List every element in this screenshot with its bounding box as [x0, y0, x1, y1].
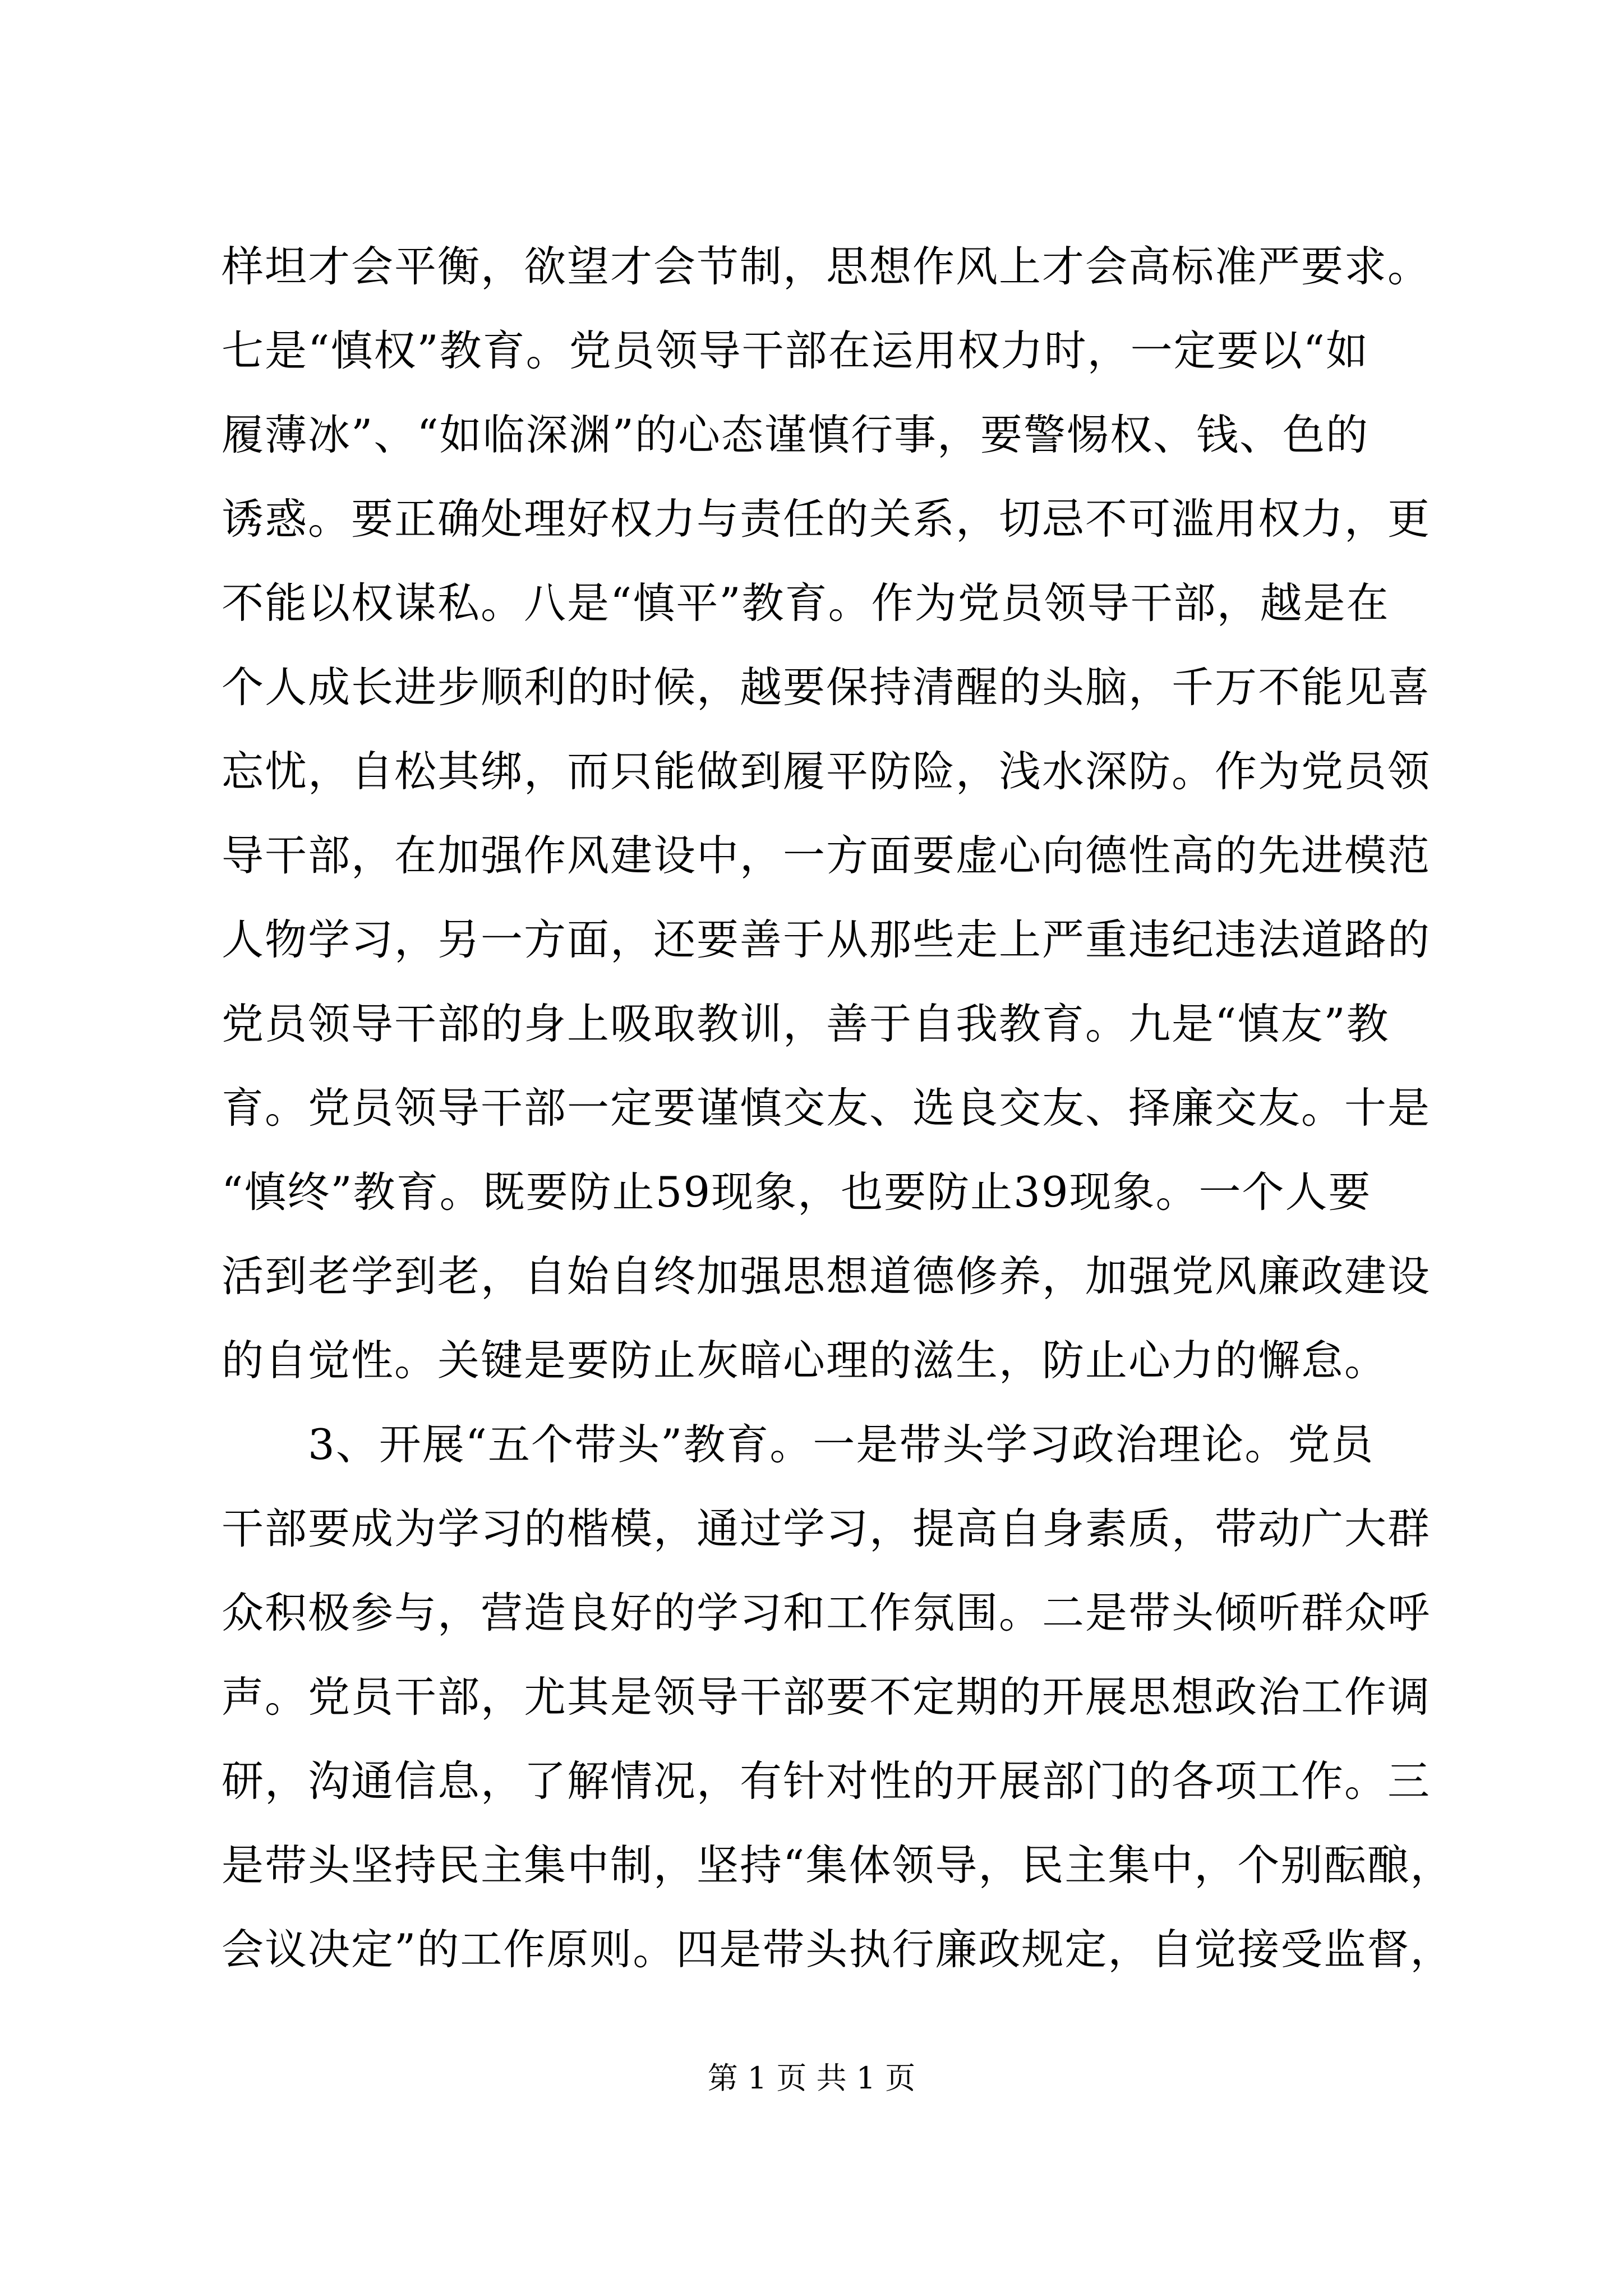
text-line: 声。党员干部，尤其是领导干部要不定期的开展思想政治工作调: [222, 1672, 1431, 1722]
text-line: 众积极参与，营造良好的学习和工作氛围。二是带头倾听群众呼: [222, 1588, 1431, 1637]
text-line: 育。党员领导干部一定要谨慎交友、选良交友、择廉交友。十是: [222, 1083, 1431, 1133]
text-line: 党员领导干部的身上吸取教训，善于自我教育。九是“慎友”教: [222, 999, 1390, 1048]
text-line: 干部要成为学习的楷模，通过学习，提高自身素质，带动广大群: [222, 1504, 1431, 1553]
text-line: 七是“慎权”教育。党员领导干部在运用权力时，一定要以“如: [222, 326, 1370, 375]
text-line: 样坦才会平衡，欲望才会节制，思想作风上才会高标准严要求。: [222, 242, 1431, 291]
text-line: 活到老学到老，自始自终加强思想道德修养，加强党风廉政建设: [222, 1251, 1431, 1301]
text-line: 人物学习，另一方面，还要善于从那些走上严重违纪违法道路的: [222, 915, 1431, 964]
text-line: 诱惑。要正确处理好权力与责任的关系，切忌不可滥用权力，更: [222, 494, 1431, 544]
text-line: 导干部，在加强作风建设中，一方面要虚心向德性高的先进模范: [222, 831, 1431, 880]
page-footer: [0, 2056, 1623, 2101]
text-line: 研，沟通信息，了解情况，有针对性的开展部门的各项工作。三: [222, 1756, 1431, 1806]
text-line: 会议决定”的工作原则。四是带头执行廉政规定，自觉接受监督，: [222, 1925, 1454, 1974]
text-line: 不能以权谋私。八是“慎平”教育。作为党员领导干部，越是在: [222, 578, 1390, 628]
text-line: 履薄冰”、“如临深渊”的心态谨慎行事，要警惕权、钱、色的: [222, 410, 1370, 459]
text-line: 个人成长进步顺利的时候，越要保持清醒的头脑，千万不能见喜: [222, 662, 1431, 712]
text-line: 是带头坚持民主集中制，坚持“集体领导，民主集中，个别酝酿，: [222, 1841, 1454, 1890]
page-number-label: 第 1 页 共 1 页: [707, 2060, 916, 2096]
document-body: [222, 224, 1454, 1991]
text-line: 3、开展“五个带头”教育。一是带头学习政治理论。党员: [222, 1420, 1375, 1469]
text-line: 忘忧，自松其绑，而只能做到履平防险，浅水深防。作为党员领: [222, 747, 1431, 796]
text-line: 的自觉性。关键是要防止灰暗心理的滋生，防止心力的懈怠。: [222, 1336, 1388, 1385]
text-line: “慎终”教育。既要防止59现象，也要防止39现象。一个人要: [222, 1167, 1372, 1217]
